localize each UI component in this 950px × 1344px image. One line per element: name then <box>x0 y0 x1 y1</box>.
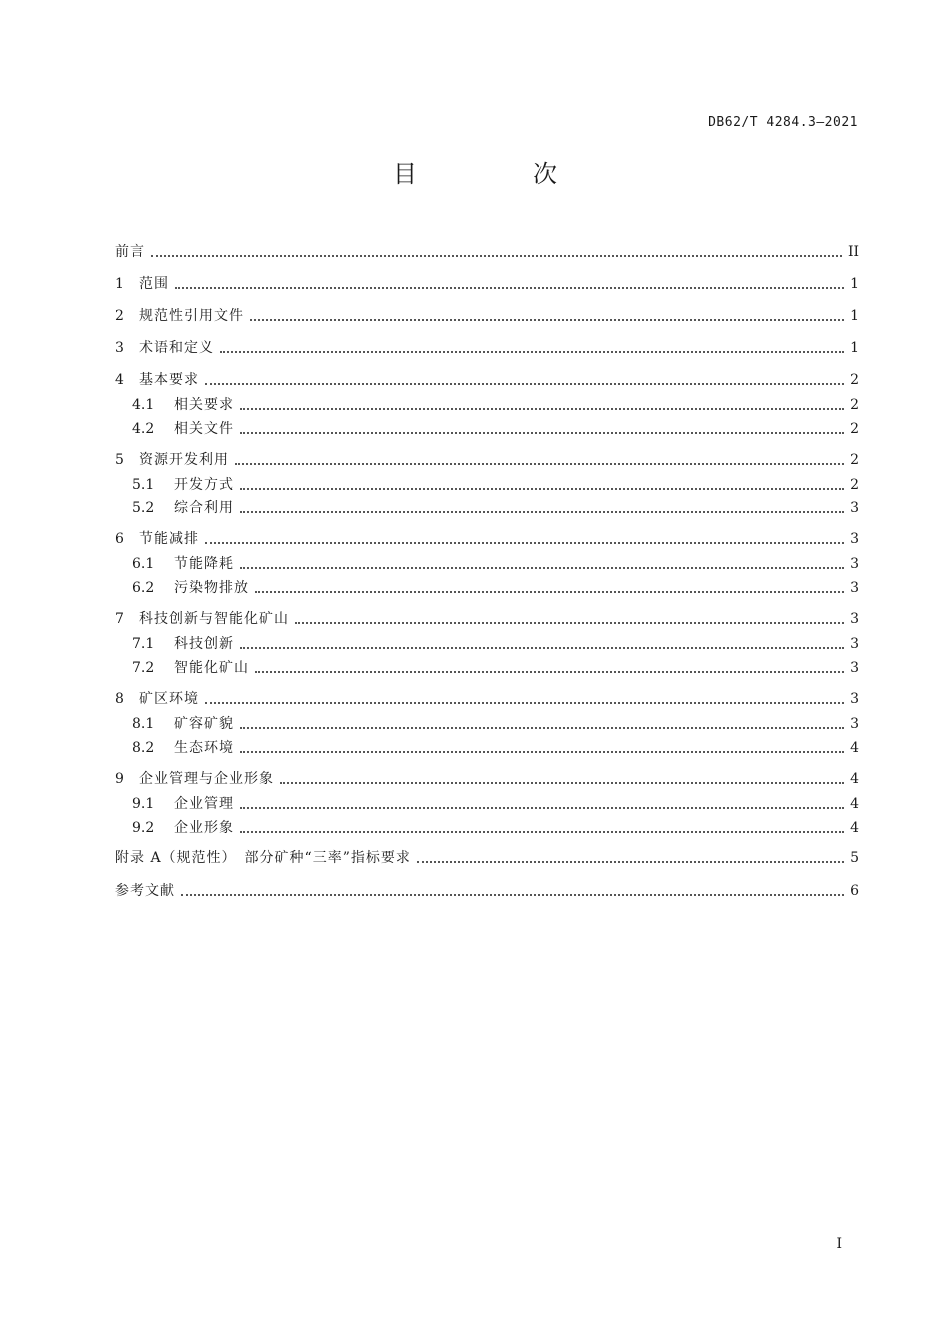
toc-entry[interactable] <box>115 578 859 598</box>
toc-entry-page: 1 <box>850 276 859 292</box>
toc-entry-title: 综合利用 <box>174 500 234 516</box>
toc-entry-title: 矿容矿貌 <box>174 716 234 732</box>
toc-entry-page: II <box>847 244 859 260</box>
toc-entry[interactable] <box>115 881 859 901</box>
dot-leader <box>240 806 844 809</box>
toc-entry-title: 规范性引用文件 <box>139 308 244 324</box>
toc-entry-title: 企业管理 <box>174 796 234 812</box>
toc-entry-title: 企业形象 <box>174 820 234 836</box>
toc-entry-page: 2 <box>850 421 859 437</box>
toc-entry-title: 节能减排 <box>139 531 199 547</box>
dot-leader <box>295 621 844 624</box>
toc-entry-number: 9 <box>115 771 124 787</box>
toc-entry[interactable] <box>115 338 859 358</box>
dot-leader <box>175 286 844 289</box>
toc-entry-number: 1 <box>115 276 124 292</box>
toc-entry-page: 2 <box>850 452 859 468</box>
toc-entry[interactable] <box>115 395 859 415</box>
dot-leader <box>240 407 844 410</box>
toc-entry-number: 9.1 <box>132 796 155 812</box>
toc-entry[interactable] <box>115 794 859 814</box>
toc-entry-page: 3 <box>850 580 859 596</box>
toc-entry-number: 5 <box>115 452 124 468</box>
toc-entry-page: 2 <box>850 397 859 413</box>
toc-entry-title: 节能降耗 <box>174 556 234 572</box>
toc-entry[interactable] <box>115 738 859 758</box>
dot-leader <box>205 701 844 704</box>
toc-entry-page: 3 <box>850 556 859 572</box>
toc-entry-page: 5 <box>850 850 859 866</box>
toc-entry[interactable] <box>115 689 859 709</box>
toc-entry-number: 4.1 <box>132 397 155 413</box>
page-number: I <box>836 1236 842 1252</box>
toc-entry-number: 6.2 <box>132 580 155 596</box>
toc-entry-title: 相关文件 <box>174 421 234 437</box>
dot-leader <box>240 566 844 569</box>
toc-entry[interactable] <box>115 242 859 262</box>
dot-leader <box>151 254 842 257</box>
toc-entry-number: 6 <box>115 531 124 547</box>
dot-leader <box>181 893 844 896</box>
dot-leader <box>235 462 844 465</box>
toc-entry-page: 3 <box>850 500 859 516</box>
dot-leader <box>240 431 844 434</box>
toc-entry-title: 范围 <box>139 276 169 292</box>
toc-entry-number: 6.1 <box>132 556 155 572</box>
toc-entry[interactable] <box>115 306 859 326</box>
toc-entry-page: 3 <box>850 531 859 547</box>
toc-entry-page: 2 <box>850 477 859 493</box>
dot-leader <box>240 487 844 490</box>
toc-entry-number: 9.2 <box>132 820 155 836</box>
dot-leader <box>417 860 844 863</box>
toc-entry[interactable] <box>115 450 859 470</box>
toc-entry-number: 4.2 <box>132 421 155 437</box>
toc-entry-page: 4 <box>850 740 859 756</box>
toc-entry[interactable] <box>115 370 859 390</box>
toc-entry[interactable] <box>115 274 859 294</box>
toc-entry-title: 科技创新与智能化矿山 <box>139 611 289 627</box>
toc-entry[interactable] <box>115 475 859 495</box>
dot-leader <box>250 318 844 321</box>
dot-leader <box>220 350 844 353</box>
toc-entry-page: 3 <box>850 660 859 676</box>
toc-entry-number: 7.1 <box>132 636 155 652</box>
toc-entry[interactable] <box>115 498 859 518</box>
toc-entry[interactable] <box>115 769 859 789</box>
dot-leader <box>255 590 844 593</box>
toc-entry-number: 8 <box>115 691 124 707</box>
toc-entry-title: 附录 A（规范性） 部分矿种“三率”指标要求 <box>115 850 411 866</box>
toc-entry-page: 2 <box>850 372 859 388</box>
toc-entry[interactable] <box>115 419 859 439</box>
toc-entry-title: 术语和定义 <box>139 340 214 356</box>
toc-entry-title: 矿区环境 <box>139 691 199 707</box>
toc-entry-number: 5.2 <box>132 500 155 516</box>
toc-entry-page: 4 <box>850 771 859 787</box>
toc-entry-number: 8.1 <box>132 716 155 732</box>
toc-entry[interactable] <box>115 818 859 838</box>
toc-entry-title: 相关要求 <box>174 397 234 413</box>
toc-entry-title: 企业管理与企业形象 <box>139 771 274 787</box>
dot-leader <box>205 382 844 385</box>
dot-leader <box>240 750 844 753</box>
toc-entry-number: 2 <box>115 308 124 324</box>
toc-entry[interactable] <box>115 658 859 678</box>
toc-entry-title: 污染物排放 <box>174 580 249 596</box>
toc-entry-page: 3 <box>850 636 859 652</box>
toc-entry[interactable] <box>115 529 859 549</box>
toc-entry-number: 5.1 <box>132 477 155 493</box>
standard-code: DB62/T 4284.3—2021 <box>708 115 858 130</box>
toc-entry-page: 3 <box>850 611 859 627</box>
toc-entry-page: 4 <box>850 820 859 836</box>
toc-entry-number: 4 <box>115 372 124 388</box>
dot-leader <box>255 670 844 673</box>
toc-entry-page: 1 <box>850 340 859 356</box>
toc-entry-page: 3 <box>850 691 859 707</box>
toc-entry-title: 智能化矿山 <box>174 660 249 676</box>
toc-entry-page: 4 <box>850 796 859 812</box>
toc-entry[interactable] <box>115 714 859 734</box>
page-title: 目 次 <box>393 160 603 188</box>
toc-entry[interactable] <box>115 609 859 629</box>
dot-leader <box>205 541 844 544</box>
dot-leader <box>280 781 844 784</box>
toc-entry-page: 6 <box>850 883 859 899</box>
toc-entry-number: 7 <box>115 611 124 627</box>
toc-entry-page: 1 <box>850 308 859 324</box>
toc-entry-number: 7.2 <box>132 660 155 676</box>
dot-leader <box>240 646 844 649</box>
toc-entry-title: 前言 <box>115 244 145 260</box>
toc-entry-title: 科技创新 <box>174 636 234 652</box>
toc-entry-number: 3 <box>115 340 124 356</box>
dot-leader <box>240 726 844 729</box>
toc-entry-page: 3 <box>850 716 859 732</box>
toc-entry-title: 参考文献 <box>115 883 175 899</box>
toc-entry-title: 生态环境 <box>174 740 234 756</box>
dot-leader <box>240 830 844 833</box>
toc-entry-title: 基本要求 <box>139 372 199 388</box>
toc-entry[interactable] <box>115 554 859 574</box>
dot-leader <box>240 510 844 513</box>
toc-entry-number: 8.2 <box>132 740 155 756</box>
toc-entry-title: 开发方式 <box>174 477 234 493</box>
toc-entry-title: 资源开发利用 <box>139 452 229 468</box>
toc-entry[interactable] <box>115 848 859 868</box>
toc-entry[interactable] <box>115 634 859 654</box>
